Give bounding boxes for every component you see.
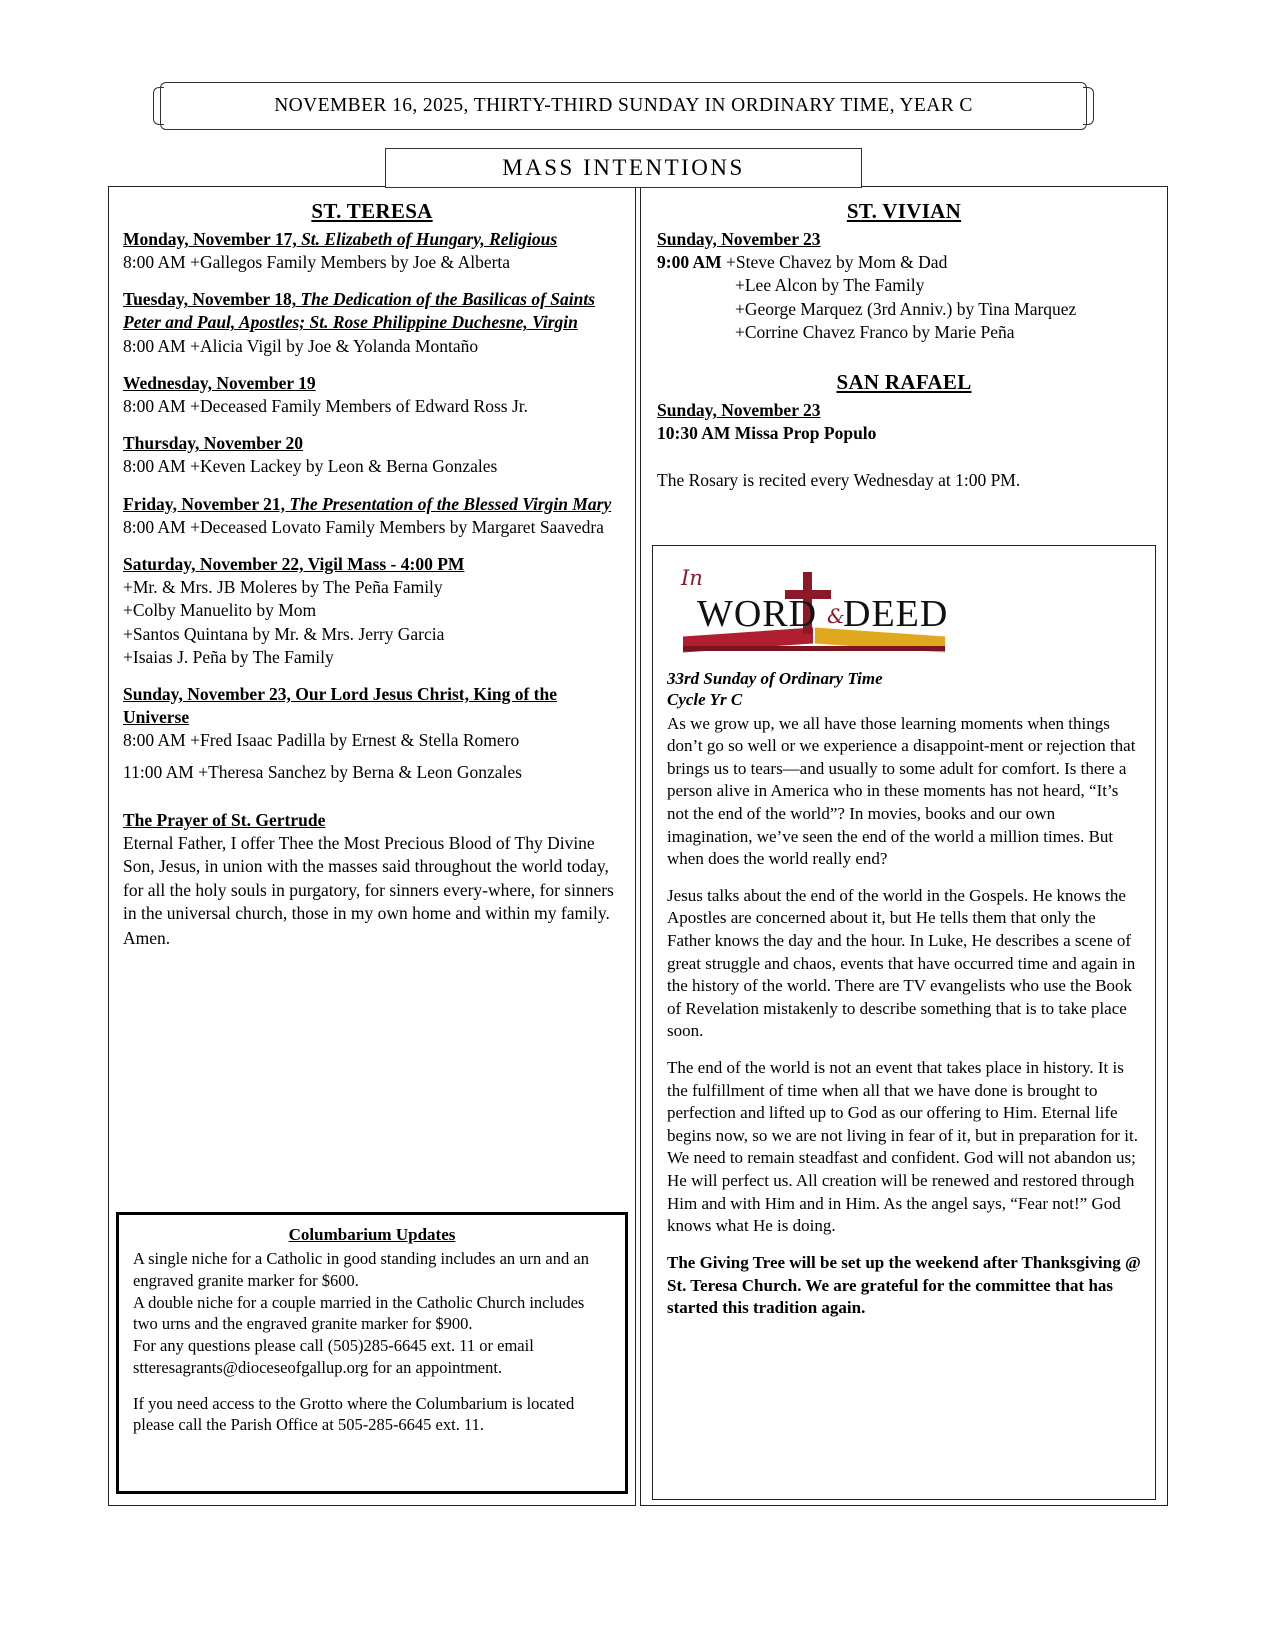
- columbarium-paragraph: A double niche for a couple married in the Catholic Church includes two urns and the engraved granite marker for $900.: [133, 1292, 585, 1334]
- mass-intention: +Corrine Chavez Franco by Marie Peña: [735, 321, 1015, 342]
- prayer-body: Eternal Father, I offer Thee the Most Precious Blood of Thy Divine Son, Jesus, in union with the masses said throughout the world today, for all the holy souls in purgatory, for sinners every-where, for sinners in the universal church, those in my own home and within my family.: [123, 832, 614, 924]
- mass-intention: +George Marquez (3rd Anniv.) by Tina Marquez: [735, 298, 1077, 319]
- day-heading-thursday: Thursday, November 20: [123, 433, 304, 454]
- day-heading-wednesday: Wednesday, November 19: [123, 372, 316, 393]
- mass-intention: +Steve Chavez by Mom & Dad: [726, 252, 948, 273]
- san-rafael-title: SAN RAFAEL: [836, 370, 972, 395]
- reflection-body: [667, 713, 1141, 1238]
- mass-line: 8:00 AM +Deceased Lovato Family Members by Margaret Saavedra: [123, 516, 604, 537]
- mass-line: 8:00 AM +Gallegos Family Members by Joe & Alberta: [123, 252, 511, 273]
- mass-line: +Santos Quintana by Mr. & Mrs. Jerry Garcia: [123, 623, 445, 644]
- day-heading-tuesday: Tuesday, November 18, The Dedication of the Basilicas of Saints Peter and Paul, Apostles; St. Rose Philippine Duchesne, Virgin: [123, 289, 596, 333]
- mass-time: 9:00 AM: [657, 252, 722, 273]
- prayer-heading: The Prayer of St. Gertrude: [123, 809, 326, 830]
- mass-line: +Mr. & Mrs. JB Moleres by The Peña Family: [123, 576, 443, 597]
- columbarium-paragraph: For any questions please call (505)285-6645 ext. 11 or email stteresagrants@dioceseofgallup.org for an appointment.: [133, 1336, 534, 1377]
- reflection-paragraph: Jesus talks about the end of the world in the Gospels. He knows the Apostles are concerned about it, but He tells them that only the Father knows the day and the hour. In Luke, He describes a scene of great struggle and chaos, events that have occurred time and again in the history of the world. There are TV evangelists who use the Book of Revelation mistakenly to describe something that is to take place soon.: [667, 885, 1136, 1041]
- san-rafael-mass-line: 10:30 AM Missa Prop Populo: [657, 423, 877, 444]
- header-banner: [160, 82, 1087, 130]
- mass-line: 8:00 AM +Keven Lackey by Leon & Berna Gonzales: [123, 456, 498, 477]
- columbarium-paragraph: If you need access to the Grotto where the Columbarium is located please call the Parish Office at 505-285-6645 ext. 11.: [133, 1393, 575, 1435]
- day-heading-monday: Monday, November 17, St. Elizabeth of Hungary, Religious: [123, 229, 558, 249]
- in-word-and-deed-logo: [675, 562, 975, 662]
- reflection-sunday-line: 33rd Sunday of Ordinary Time: [667, 669, 883, 688]
- giving-tree-note: The Giving Tree will be set up the weekend after Thanksgiving @ St. Teresa Church. We are grateful for the committee that has started this tradition again.: [667, 1252, 1141, 1318]
- mass-line: [657, 251, 1151, 274]
- day-heading-sunday: Sunday, November 23, Our Lord Jesus Christ, King of the Universe: [123, 684, 557, 728]
- columbarium-paragraph: A single niche for a Catholic in good standing includes an urn and an engraved granite marker for $600.: [133, 1249, 589, 1290]
- logo-ampersand: &: [827, 604, 845, 628]
- mass-intention: +Lee Alcon by The Family: [735, 275, 925, 296]
- mass-intentions-label: MASS INTENTIONS: [502, 155, 745, 180]
- columbarium-title: Columbarium Updates: [288, 1225, 456, 1244]
- day-heading-saturday: Saturday, November 22, Vigil Mass - 4:00 PM: [123, 553, 465, 574]
- st-teresa-title: ST. TERESA: [311, 199, 433, 223]
- reflection-paragraph: As we grow up, we all have those learning moments when things don’t go so well or we experience a disappoint-ment or rejection that brings us to tears—and usually to some adult for comfort. Is there a person alive in America who in these moments has not heard, “It’s not the end of the world”? In movies, books and our own imagination, we’ve seen the end of the world a million times. But when does the world really end?: [667, 713, 1136, 869]
- mass-line: 8:00 AM +Alicia Vigil by Joe & Yolanda Montaño: [123, 335, 479, 356]
- in-word-and-deed-box: [652, 545, 1156, 1500]
- prayer-amen: Amen.: [123, 927, 171, 948]
- mass-line: 11:00 AM +Theresa Sanchez by Berna & Leon Gonzales: [123, 761, 522, 782]
- page-title: NOVEMBER 16, 2025, THIRTY-THIRD SUNDAY IN ORDINARY TIME, YEAR C: [274, 95, 973, 116]
- logo-deed-text: DEED: [843, 593, 949, 635]
- st-vivian-day-heading: Sunday, November 23: [657, 229, 821, 249]
- st-vivian-title: ST. VIVIAN: [846, 199, 962, 223]
- mass-line: 8:00 AM +Deceased Family Members of Edward Ross Jr.: [123, 395, 529, 416]
- spacer: [123, 753, 621, 761]
- reflection-paragraph: The end of the world is not an event that takes place in history. It is the fulfillment of time when all that we have done is brought to perfection and lifted up to God as our offering to Him. Eternal life begins now, so we are not living in fear of it, but in preparation for it. We need to remain steadfast and confident. God will not abandon us; He will perfect us. All creation will be renewed and restored through Him and with Him and in Him. As the angel says, “Fear not!” God knows what He is doing.: [667, 1058, 1139, 1236]
- mass-line: 8:00 AM +Fred Isaac Padilla by Ernest & Stella Romero: [123, 730, 520, 751]
- spacer: [133, 1379, 611, 1393]
- mass-line: [657, 422, 1151, 445]
- book-base-icon: [683, 646, 945, 651]
- mass-intentions-banner: [385, 148, 862, 188]
- logo-in-text: In: [681, 566, 703, 590]
- columbarium-updates-box: [116, 1212, 628, 1494]
- rosary-note: The Rosary is recited every Wednesday at 1:00 PM.: [657, 469, 1021, 490]
- mass-line: +Colby Manuelito by Mom: [123, 600, 317, 621]
- day-heading-friday: Friday, November 21, The Presentation of the Blessed Virgin Mary: [123, 493, 612, 514]
- right-column-content: [641, 199, 1167, 491]
- logo-word-text: WORD: [697, 593, 818, 635]
- reflection-cycle-line: Cycle Yr C: [667, 690, 743, 710]
- mass-line: +Isaias J. Peña by The Family: [123, 646, 334, 667]
- san-rafael-day-heading: Sunday, November 23: [657, 400, 821, 421]
